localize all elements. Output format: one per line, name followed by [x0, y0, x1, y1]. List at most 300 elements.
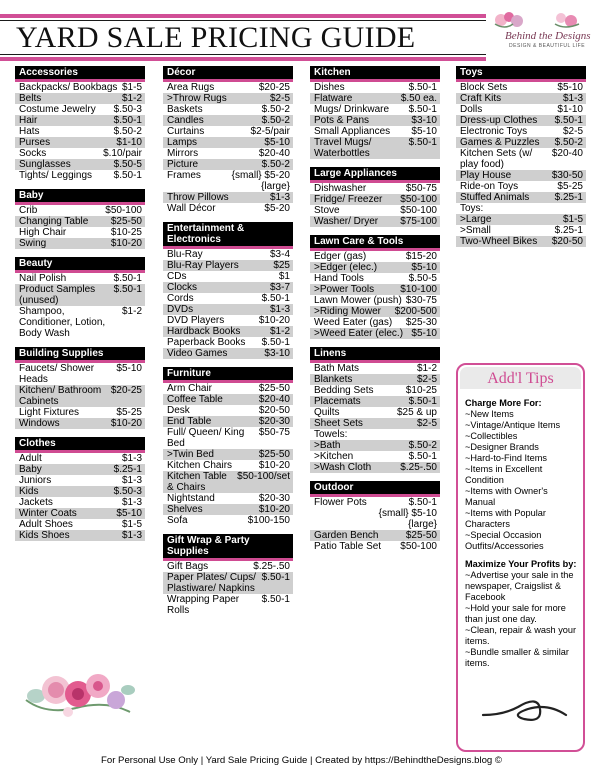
- item-name: Kids Shoes: [19, 530, 70, 541]
- item-name: Faucets/ Shower Heads: [19, 363, 95, 385]
- item-price: $.50-1: [408, 104, 437, 115]
- price-row: [310, 194, 440, 205]
- item-price: $.50-1: [261, 594, 290, 605]
- item-name: >Large: [460, 214, 492, 225]
- section-linens: [310, 347, 440, 473]
- price-row: [15, 453, 145, 464]
- item-name: Dishwasher: [314, 183, 367, 194]
- item-price: $.50-3: [113, 104, 142, 115]
- price-row: [456, 203, 586, 214]
- item-price: $10-20: [110, 238, 142, 249]
- price-row: [163, 260, 293, 271]
- price-row: [163, 594, 293, 616]
- item-price: $100-150: [247, 515, 290, 526]
- price-row: [15, 115, 145, 126]
- item-price: $5-10: [116, 363, 142, 374]
- price-row: [310, 284, 440, 295]
- section-building: [15, 347, 145, 429]
- item-price: $.50-1: [408, 82, 437, 93]
- item-name: End Table: [167, 416, 212, 427]
- section-heading: Linens: [310, 347, 440, 363]
- item-price: $.50-1: [113, 284, 142, 295]
- item-price: $10-100: [400, 284, 437, 295]
- item-name: Kitchen/ Bathroom Cabinets: [19, 385, 102, 407]
- section-heading: Beauty: [15, 257, 145, 273]
- item-name: Weed Eater (gas): [314, 317, 393, 328]
- item-name: Baskets: [167, 104, 203, 115]
- item-name: >Riding Mower: [314, 306, 381, 317]
- item-price: $.50-1: [261, 337, 290, 348]
- price-row: [15, 216, 145, 227]
- item-name: Candles: [167, 115, 204, 126]
- item-price: $20-50: [551, 236, 583, 247]
- item-name: Throw Pillows: [167, 192, 229, 203]
- item-name: Cords: [167, 293, 194, 304]
- item-price: $3-10: [264, 348, 290, 359]
- tip-item: ~Items in Excellent Condition: [465, 464, 543, 485]
- item-price: $.50-5: [408, 273, 437, 284]
- price-row: [163, 315, 293, 326]
- price-row: [15, 126, 145, 137]
- price-row: [163, 137, 293, 148]
- item-price: $.25-1: [554, 192, 583, 203]
- section-heading: Outdoor: [310, 481, 440, 497]
- section-clothes: [15, 437, 145, 541]
- item-price: $3-10: [411, 115, 437, 126]
- section-beauty: [15, 257, 145, 339]
- item-name: Sunglasses: [19, 159, 71, 170]
- item-price: $.50-1: [554, 115, 583, 126]
- price-row: [163, 293, 293, 304]
- price-row: [163, 326, 293, 337]
- price-row: [15, 464, 145, 475]
- item-price: $.50-1: [113, 115, 142, 126]
- tip-item: ~New Items: [465, 409, 514, 419]
- price-row: [15, 363, 145, 385]
- item-name: Edger (gas): [314, 251, 367, 262]
- item-name: Wall Décor: [167, 203, 216, 214]
- item-price: $10-25: [110, 227, 142, 238]
- item-name: Belts: [19, 93, 42, 104]
- price-row: [456, 192, 586, 203]
- price-row: [15, 407, 145, 418]
- item-price: $5-10: [411, 262, 437, 273]
- price-row: [310, 451, 440, 462]
- item-name: Craft Kits: [460, 93, 502, 104]
- item-price: $1-3: [121, 497, 142, 508]
- item-name: Frames: [167, 170, 201, 181]
- price-row: [163, 271, 293, 282]
- item-price: $20-40: [258, 148, 290, 159]
- item-price: $15-20: [405, 251, 437, 262]
- item-price: $1-2: [121, 306, 142, 317]
- item-name: Two-Wheel Bikes: [460, 236, 538, 247]
- item-name: Area Rugs: [167, 82, 215, 93]
- price-row: [163, 348, 293, 359]
- price-row: [15, 486, 145, 497]
- item-name: Kitchen Table & Chairs: [167, 471, 227, 493]
- item-price: $30-50: [551, 170, 583, 181]
- item-price: $.50-5: [113, 159, 142, 170]
- item-name: Changing Table: [19, 216, 89, 227]
- item-price: $1-5: [121, 519, 142, 530]
- price-row: [163, 159, 293, 170]
- item-price: $10-20: [110, 418, 142, 429]
- price-row: [163, 93, 293, 104]
- item-name: Jackets: [19, 497, 53, 508]
- price-row: [15, 227, 145, 238]
- item-price: $.10/pair: [103, 148, 142, 159]
- item-name: Hardback Books: [167, 326, 241, 337]
- section-heading: Baby: [15, 189, 145, 205]
- logo-subtitle: DESIGN & BEAUTIFUL LIFE: [509, 43, 586, 49]
- price-row: [163, 126, 293, 137]
- item-price: $5-25: [116, 407, 142, 418]
- item-price: $1-3: [121, 530, 142, 541]
- item-name: Stuffed Animals: [460, 192, 530, 203]
- tip-item: ~Items with Popular Characters: [465, 508, 546, 529]
- item-price: $25-50: [258, 383, 290, 394]
- item-price: $50-100: [400, 194, 437, 205]
- item-name: Blu-Ray Players: [167, 260, 239, 271]
- item-price: $1-3: [121, 453, 142, 464]
- price-row: [15, 497, 145, 508]
- price-row: [310, 440, 440, 451]
- item-name: Backpacks/ Bookbags: [19, 82, 118, 93]
- price-row: [310, 374, 440, 385]
- tips-body: [465, 398, 579, 669]
- item-price: $50-100: [105, 205, 142, 216]
- item-name: Blankets: [314, 374, 353, 385]
- item-price: $20-30: [258, 493, 290, 504]
- price-row: [310, 82, 440, 93]
- section-decor: [163, 66, 293, 214]
- item-price: $10-20: [258, 315, 290, 326]
- item-name: >Small: [460, 225, 491, 236]
- price-row: [15, 284, 145, 306]
- item-name: Kids: [19, 486, 39, 497]
- item-price: $3-4: [269, 249, 290, 260]
- item-name: Hand Tools: [314, 273, 364, 284]
- tip-item: ~Bundle smaller & similar items.: [465, 647, 569, 668]
- item-price: $25-50: [258, 449, 290, 460]
- item-price: $5-10: [116, 508, 142, 519]
- item-price: $20-25: [258, 82, 290, 93]
- item-name: >Edger (elec.): [314, 262, 378, 273]
- price-row: [310, 396, 440, 407]
- price-row: [456, 137, 586, 148]
- item-price: $5-20: [264, 203, 290, 214]
- section-kitchen: [310, 66, 440, 159]
- item-name: Garden Bench: [314, 530, 379, 541]
- item-price: $50-100: [400, 205, 437, 216]
- price-row: [456, 93, 586, 104]
- price-row: [310, 328, 440, 339]
- price-row: [15, 530, 145, 541]
- price-row: [15, 475, 145, 486]
- item-name: Socks: [19, 148, 47, 159]
- item-name: Dress-up Clothes: [460, 115, 538, 126]
- item-name: Fridge/ Freezer: [314, 194, 383, 205]
- item-name: >Power Tools: [314, 284, 375, 295]
- price-row: [310, 126, 440, 137]
- item-price: $25-50: [110, 216, 142, 227]
- price-row: [163, 515, 293, 526]
- item-price: $1-5: [121, 82, 142, 93]
- item-price: $.50-1: [113, 170, 142, 181]
- item-name: Placemats: [314, 396, 361, 407]
- item-price: $30-75: [405, 295, 437, 306]
- section-baby: [15, 189, 145, 249]
- item-name: Adult: [19, 453, 42, 464]
- price-row: [310, 137, 440, 159]
- item-price: $50-100: [400, 541, 437, 552]
- item-name: Sheet Sets: [314, 418, 363, 429]
- price-row: [163, 427, 293, 449]
- section-toys: [456, 66, 586, 247]
- section-heading: Kitchen: [310, 66, 440, 82]
- section-entertainment: [163, 222, 293, 359]
- price-row: [15, 104, 145, 115]
- section-heading: Clothes: [15, 437, 145, 453]
- item-name: Swing: [19, 238, 47, 249]
- price-row: [456, 104, 586, 115]
- item-name: Light Fixtures: [19, 407, 80, 418]
- item-name: Windows: [19, 418, 60, 429]
- item-name: Coffee Table: [167, 394, 223, 405]
- logo-text: Behind the Designs: [505, 30, 591, 42]
- item-price: $.50-2: [261, 159, 290, 170]
- section-heading: Lawn Care & Tools: [310, 235, 440, 251]
- price-row: [456, 225, 586, 236]
- item-name: Sofa: [167, 515, 188, 526]
- section-heading: Furniture: [163, 367, 293, 383]
- section-large: [310, 167, 440, 227]
- item-name: DVD Players: [167, 315, 225, 326]
- item-price: $1-3: [121, 475, 142, 486]
- item-name: Crib: [19, 205, 38, 216]
- item-name: Full/ Queen/ King Bed: [167, 427, 245, 449]
- section-heading: Entertainment & Electronics: [163, 222, 293, 249]
- price-row: [163, 115, 293, 126]
- item-price: $1-5: [562, 214, 583, 225]
- price-row: [163, 104, 293, 115]
- price-row: [163, 170, 293, 192]
- price-row: [15, 170, 145, 181]
- price-row: [163, 460, 293, 471]
- item-price: $25-50: [405, 530, 437, 541]
- item-price: $.50-2: [261, 104, 290, 115]
- item-price: $20-25: [110, 385, 142, 396]
- price-row: [163, 203, 293, 214]
- price-row: [163, 383, 293, 394]
- tip-item: ~Items with Owner's Manual: [465, 486, 548, 507]
- price-row: [310, 407, 440, 418]
- item-name: Wrapping Paper Rolls: [167, 594, 240, 616]
- price-row: [15, 205, 145, 216]
- tip-item: ~Hard-to-Find Items: [465, 453, 547, 463]
- flowers-decoration-icon: [16, 660, 138, 728]
- section-heading: Accessories: [15, 66, 145, 82]
- item-name: Flatware: [314, 93, 353, 104]
- price-row: [163, 82, 293, 93]
- item-price: $1-3: [269, 304, 290, 315]
- price-row: [456, 236, 586, 247]
- section-outdoor: [310, 481, 440, 552]
- item-name: CDs: [167, 271, 187, 282]
- item-price: $50-100/set: [237, 471, 290, 482]
- section-accessories: [15, 66, 145, 181]
- price-row: [310, 183, 440, 194]
- item-name: >Wash Cloth: [314, 462, 372, 473]
- item-name: Nail Polish: [19, 273, 67, 284]
- item-name: Pots & Pans: [314, 115, 370, 126]
- item-price: $10-20: [258, 460, 290, 471]
- item-price: $50-75: [258, 427, 290, 438]
- price-row: [310, 306, 440, 317]
- item-name: Shelves: [167, 504, 203, 515]
- page-title: YARD SALE PRICING GUIDE: [16, 21, 416, 54]
- item-price: $1-2: [269, 326, 290, 337]
- item-name: Juniors: [19, 475, 52, 486]
- price-row: [456, 170, 586, 181]
- item-price: $1-2: [416, 363, 437, 374]
- item-name: Electronic Toys: [460, 126, 528, 137]
- price-row: [15, 273, 145, 284]
- item-name: Gift Bags: [167, 561, 209, 572]
- item-price: $3-7: [269, 282, 290, 293]
- price-row: [310, 251, 440, 262]
- item-name: Towels:: [314, 429, 348, 440]
- item-price: $2-5: [416, 374, 437, 385]
- item-price: $25-30: [405, 317, 437, 328]
- item-name: Lamps: [167, 137, 198, 148]
- item-name: Stove: [314, 205, 340, 216]
- item-price: $2-5: [269, 93, 290, 104]
- price-row: [15, 159, 145, 170]
- price-row: [163, 561, 293, 572]
- price-row: [310, 205, 440, 216]
- price-row: [163, 192, 293, 203]
- item-price: $25 & up: [396, 407, 437, 418]
- item-name: >Twin Bed: [167, 449, 214, 460]
- item-name: Lawn Mower (push): [314, 295, 402, 306]
- section-heading: Toys: [456, 66, 586, 82]
- item-price: $75-100: [400, 216, 437, 227]
- item-price: $.25-1: [554, 225, 583, 236]
- price-row: [310, 295, 440, 306]
- price-row: [456, 126, 586, 137]
- item-price: $5-10: [411, 126, 437, 137]
- price-row: [456, 82, 586, 93]
- item-name: Quilts: [314, 407, 340, 418]
- price-row: [310, 363, 440, 374]
- price-row: [310, 385, 440, 396]
- price-row: [15, 238, 145, 249]
- item-price: $.50-2: [113, 126, 142, 137]
- price-row: [15, 519, 145, 530]
- item-name: DVDs: [167, 304, 194, 315]
- item-name: Curtains: [167, 126, 205, 137]
- item-name: Travel Mugs/ Waterbottles: [314, 137, 372, 159]
- price-row: [163, 449, 293, 460]
- item-name: Toys:: [460, 203, 484, 214]
- item-price: $10-25: [405, 385, 437, 396]
- item-price: $.50-1: [261, 572, 290, 583]
- price-row: [163, 493, 293, 504]
- item-name: Dishes: [314, 82, 345, 93]
- item-name: Ride-on Toys: [460, 181, 519, 192]
- section-heading: Décor: [163, 66, 293, 82]
- item-price: $10-20: [258, 504, 290, 515]
- tip-item: ~Hold your sale for more than just one day.: [465, 603, 566, 624]
- item-name: >Bath: [314, 440, 341, 451]
- item-name: Mugs/ Drinkware: [314, 104, 390, 115]
- price-row: [456, 214, 586, 225]
- price-row: [163, 249, 293, 260]
- item-name: Nightstand: [167, 493, 215, 504]
- price-row: [163, 504, 293, 515]
- price-row: [310, 317, 440, 328]
- footer: For Personal Use Only | Yard Sale Pricing Guide | Created by https://BehindtheDesigns.blog ©: [101, 755, 502, 766]
- price-row: [310, 541, 440, 552]
- item-price: $1-3: [269, 192, 290, 203]
- price-row: [310, 429, 440, 440]
- item-name: Video Games: [167, 348, 228, 359]
- item-price: $.50-2: [408, 440, 437, 451]
- item-name: Purses: [19, 137, 51, 148]
- price-row: [15, 306, 145, 339]
- item-price: $50-75: [405, 183, 437, 194]
- price-row: [310, 530, 440, 541]
- tip-item: ~Clean, repair & wash your items.: [465, 625, 577, 646]
- item-price: $.50-1: [408, 137, 437, 148]
- item-name: Blu-Ray: [167, 249, 203, 260]
- price-row: [163, 471, 293, 493]
- item-name: Kitchen Chairs: [167, 460, 233, 471]
- price-row: [163, 282, 293, 293]
- price-row: [15, 93, 145, 104]
- maximize-heading: Maximize Your Profits by:: [465, 559, 577, 569]
- price-row: [310, 93, 440, 104]
- item-price: $.25-.50: [253, 561, 290, 572]
- item-price: $2-5/pair: [250, 126, 290, 137]
- item-name: >Kitchen: [314, 451, 354, 462]
- price-row: [310, 262, 440, 273]
- price-row: [310, 497, 440, 530]
- price-row: [163, 337, 293, 348]
- price-row: [163, 394, 293, 405]
- item-name: Games & Puzzles: [460, 137, 540, 148]
- item-name: Bath Mats: [314, 363, 360, 374]
- item-price: $20-50: [258, 405, 290, 416]
- price-row: [456, 115, 586, 126]
- price-row: [163, 148, 293, 159]
- item-price: $.50-1: [113, 273, 142, 284]
- title-bar: [0, 14, 486, 61]
- tips-title-box: [460, 367, 581, 389]
- item-name: >Throw Rugs: [167, 93, 227, 104]
- price-row: [310, 462, 440, 473]
- price-row: [456, 148, 586, 170]
- item-price: $200-500: [394, 306, 437, 317]
- price-row: [163, 416, 293, 427]
- section-heading: Gift Wrap & Party Supplies: [163, 534, 293, 561]
- item-price: $5-10: [557, 82, 583, 93]
- tip-item: ~Designer Brands: [465, 442, 539, 452]
- item-name: Picture: [167, 159, 199, 170]
- logo: [491, 12, 591, 56]
